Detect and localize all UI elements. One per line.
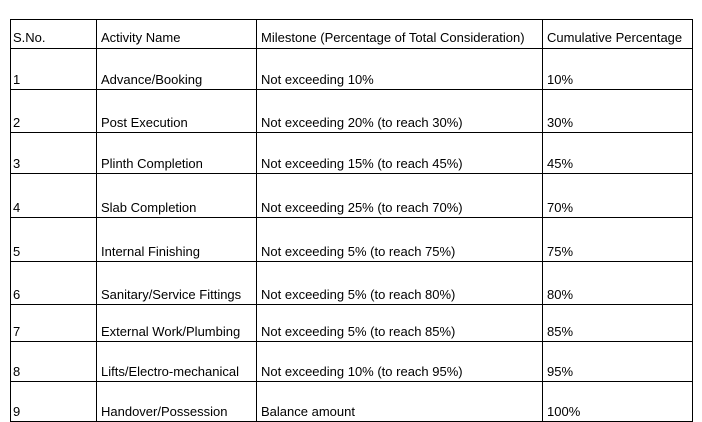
activity-cell: Post Execution (97, 90, 257, 133)
cumulative-cell: 70% (543, 174, 693, 218)
table-row (11, 90, 693, 133)
milestone-cell: Not exceeding 20% (to reach 30%) (257, 90, 543, 133)
activity-cell: Slab Completion (97, 174, 257, 218)
cumulative-cell: 10% (543, 49, 693, 90)
cumulative-cell: 75% (543, 218, 693, 262)
milestone-cell: Not exceeding 10% (to reach 95%) (257, 342, 543, 382)
table-row (11, 49, 693, 90)
milestone-cell: Not exceeding 25% (to reach 70%) (257, 174, 543, 218)
activity-cell: Handover/Possession (97, 382, 257, 422)
payment-schedule-table (10, 19, 693, 422)
sno-cell: 1 (11, 49, 97, 90)
table-row (11, 262, 693, 305)
cumulative-cell: 45% (543, 133, 693, 174)
sno-cell: 6 (11, 262, 97, 305)
header-row (11, 20, 693, 49)
activity-cell: Advance/Booking (97, 49, 257, 90)
milestone-cell: Balance amount (257, 382, 543, 422)
activity-cell: Internal Finishing (97, 218, 257, 262)
cumulative-cell: 95% (543, 342, 693, 382)
activity-cell: External Work/Plumbing (97, 305, 257, 342)
sno-cell: 9 (11, 382, 97, 422)
cumulative-cell: 30% (543, 90, 693, 133)
activity-cell: Sanitary/Service Fittings (97, 262, 257, 305)
cumulative-cell: 85% (543, 305, 693, 342)
table-body (11, 49, 693, 422)
sno-cell: 7 (11, 305, 97, 342)
sno-cell: 8 (11, 342, 97, 382)
header-milestone: Milestone (Percentage of Total Consideration) (257, 20, 543, 49)
sno-cell: 5 (11, 218, 97, 262)
activity-cell: Lifts/Electro-mechanical (97, 342, 257, 382)
table-row (11, 133, 693, 174)
sno-cell: 2 (11, 90, 97, 133)
table-row (11, 218, 693, 262)
table-row (11, 382, 693, 422)
table-row (11, 305, 693, 342)
header-cumulative-percentage: Cumulative Percentage (543, 20, 693, 49)
milestone-cell: Not exceeding 5% (to reach 75%) (257, 218, 543, 262)
cumulative-cell: 80% (543, 262, 693, 305)
sno-cell: 4 (11, 174, 97, 218)
milestone-cell: Not exceeding 10% (257, 49, 543, 90)
table-row (11, 342, 693, 382)
milestone-cell: Not exceeding 5% (to reach 80%) (257, 262, 543, 305)
milestone-cell: Not exceeding 5% (to reach 85%) (257, 305, 543, 342)
table-row (11, 174, 693, 218)
cumulative-cell: 100% (543, 382, 693, 422)
header-activity-name: Activity Name (97, 20, 257, 49)
header-sno: S.No. (11, 20, 97, 49)
milestone-cell: Not exceeding 15% (to reach 45%) (257, 133, 543, 174)
sno-cell: 3 (11, 133, 97, 174)
table-header (11, 20, 693, 49)
activity-cell: Plinth Completion (97, 133, 257, 174)
